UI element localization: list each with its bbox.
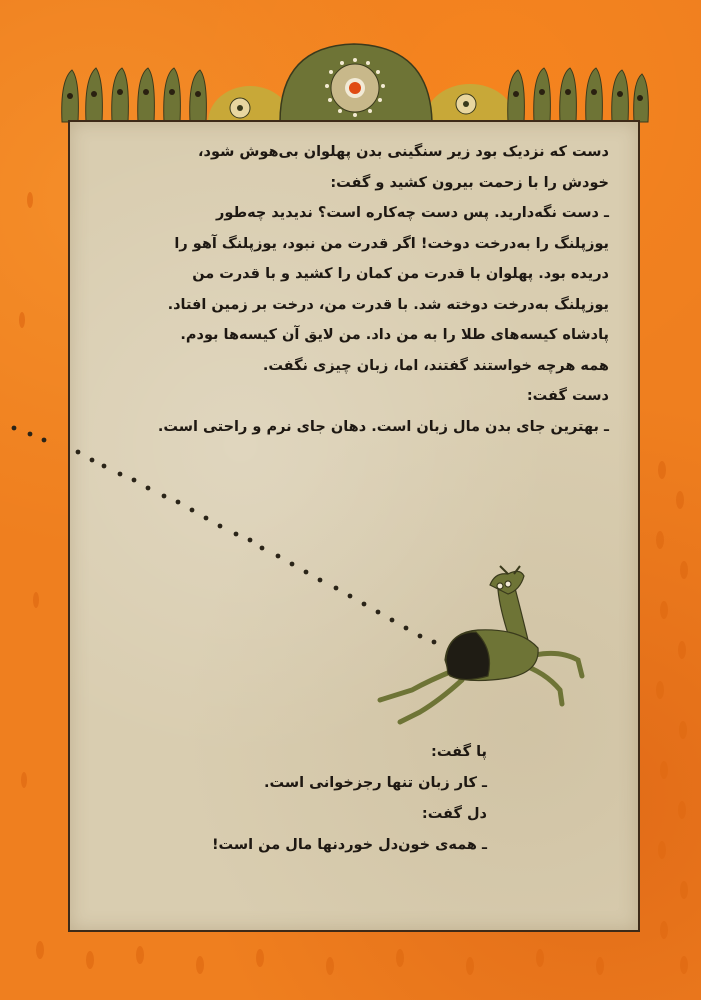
text-line: دست گفت: <box>526 388 609 404</box>
text-line: ـ بهترین جای بدن مال زبان است. دهان جای نرم و راحتی است. <box>157 418 609 435</box>
text-line: خودش را با زحمت بیرون کشید و گفت: <box>330 174 609 191</box>
story-text-bottom <box>127 737 487 861</box>
text-line: دریده بود. پهلوان با قدرت من کمان را کشید و با قدرت من <box>192 266 609 282</box>
text-line: یوزپلنگ را به‌درخت دوخت! اگر قدرت من نبود، یوزپلنگ آهو را <box>174 235 609 252</box>
text-line: پا گفت: <box>431 744 487 760</box>
deer <box>380 566 582 722</box>
text-line: ـ همه‌ی خون‌دل خوردنها مال من است! <box>211 837 487 853</box>
text-line: همه هرچه خواستند گفتند، اما، زبان چیزی نگفت. <box>262 357 609 374</box>
text-line: ـ دست نگه‌دارید. پس دست چه‌کاره است؟ ندیدید چه‌طور <box>216 205 609 221</box>
story-text-top <box>129 137 609 442</box>
text-line: دل گفت: <box>421 806 487 822</box>
text-line: یوزپلنگ به‌درخت دوخته شد. با قدرت من، درخت بر زمین افتاد. <box>167 296 609 313</box>
text-line: دست که نزدیک بود زیر سنگینی بدن پهلوان بی‌هوش شود، <box>198 144 609 160</box>
text-line: ـ کار زبان تنها رجزخوانی است. <box>264 775 487 791</box>
footprint-trail <box>12 426 437 645</box>
text-line: پادشاه کیسه‌های طلا را به من داد. من لایق آن کیسه‌ها بودم. <box>180 327 609 343</box>
